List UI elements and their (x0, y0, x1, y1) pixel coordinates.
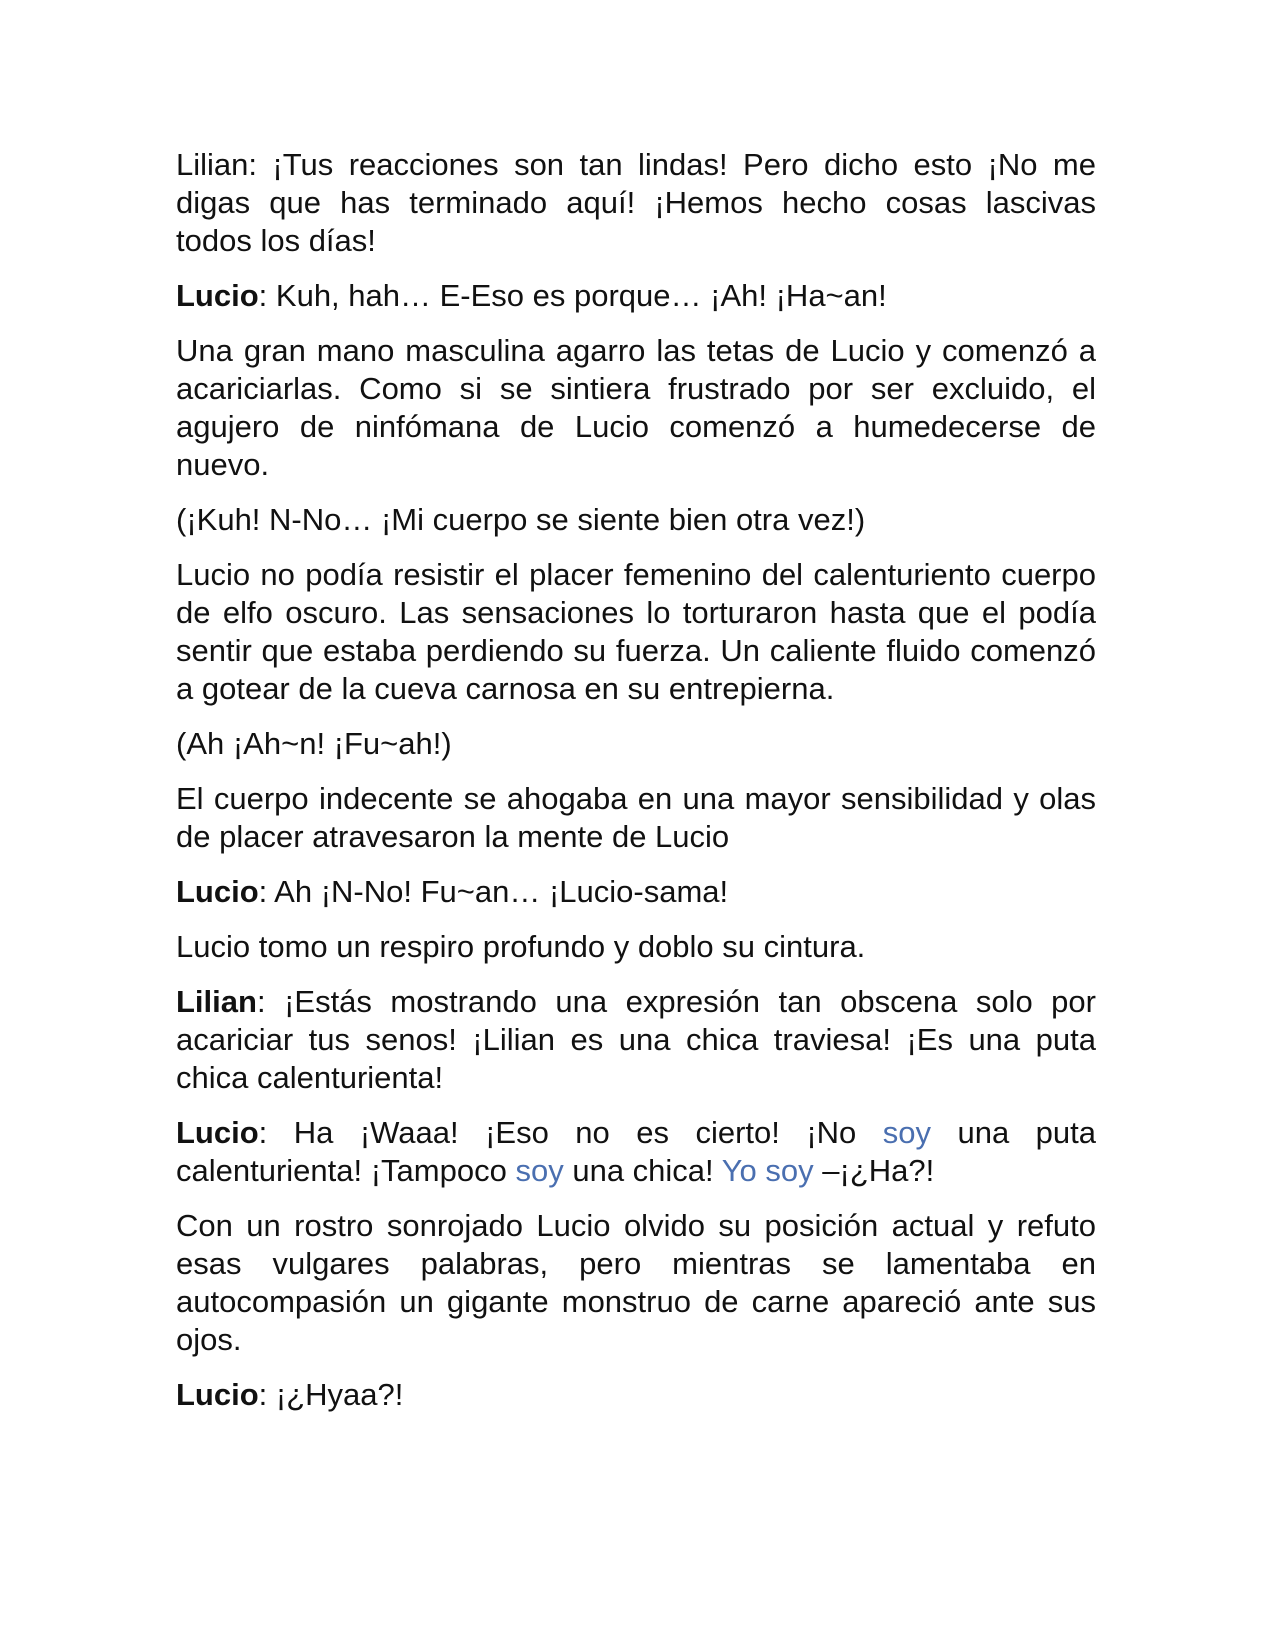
paragraph-text: Lilian: ¡Tus reacciones son tan lindas! Pero dicho esto ¡No me digas que has terminado aquí! ¡Hemos hecho cosas lascivas todos los días! (176, 147, 1096, 258)
dialogue-line (176, 983, 1096, 1097)
thought-line (176, 725, 1096, 763)
speaker-name: Lilian (176, 984, 257, 1019)
paragraph (176, 332, 1096, 484)
paragraph (176, 1207, 1096, 1359)
paragraph (176, 780, 1096, 856)
paragraph (176, 146, 1096, 260)
highlighted-word: soy (515, 1153, 564, 1188)
dialogue-line (176, 277, 1096, 315)
dialogue-text: : ¡¿Hyaa?! (258, 1377, 404, 1412)
dialogue-text: : Ah ¡N-No! Fu~an… ¡Lucio-sama! (258, 874, 729, 909)
speaker-name: Lucio (176, 1115, 259, 1150)
speaker-name: Lucio (176, 278, 259, 313)
paragraph-text: Lucio no podía resistir el placer femenino del calenturiento cuerpo de elfo oscuro. Las sensaciones lo torturaron hasta que el podía sentir que estaba perdiendo su fuerza. Un caliente fluido comenzó a gotear de la cueva carnosa en su entrepierna. (176, 557, 1096, 706)
paragraph (176, 556, 1096, 708)
speaker-name: Lucio (176, 874, 259, 909)
document-page (176, 146, 1096, 1431)
paragraph-text: Lucio tomo un respiro profundo y doblo su cintura. (176, 929, 866, 964)
dialogue-text: una puta calenturienta! ¡Tampoco (176, 1115, 1096, 1188)
paragraph-text: (¡Kuh! N-No… ¡Mi cuerpo se siente bien otra vez!) (176, 502, 866, 537)
paragraph-text: El cuerpo indecente se ahogaba en una mayor sensibilidad y olas de placer atravesaron la mente de Lucio (176, 781, 1096, 854)
speaker-name: Lucio (176, 1377, 259, 1412)
dialogue-text: : ¡Estás mostrando una expresión tan obscena solo por acariciar tus senos! ¡Lilian es una chica traviesa! ¡Es una puta chica calenturienta! (176, 984, 1096, 1095)
dialogue-line (176, 1114, 1096, 1190)
dialogue-text: –¡¿Ha?! (813, 1153, 935, 1188)
thought-line (176, 501, 1096, 539)
dialogue-text: : Ha ¡Waaa! ¡Eso no es cierto! ¡No (258, 1115, 883, 1150)
paragraph-text: (Ah ¡Ah~n! ¡Fu~ah!) (176, 726, 452, 761)
dialogue-text: : Kuh, hah… E-Eso es porque… ¡Ah! ¡Ha~an! (258, 278, 887, 313)
highlighted-word: Yo soy (721, 1153, 814, 1188)
paragraph-text: Con un rostro sonrojado Lucio olvido su posición actual y refuto esas vulgares palabras, pero mientras se lamentaba en autocompasión un gigante monstruo de carne apareció ante sus ojos. (176, 1208, 1096, 1357)
highlighted-word: soy (882, 1115, 931, 1150)
paragraph-text: Una gran mano masculina agarro las tetas de Lucio y comenzó a acariciarlas. Como si se sintiera frustrado por ser excluido, el agujero de ninfómana de Lucio comenzó a humedecerse de nuevo. (176, 333, 1096, 482)
dialogue-text: una chica! (563, 1153, 722, 1188)
dialogue-line (176, 1376, 1096, 1414)
dialogue-line (176, 873, 1096, 911)
paragraph (176, 928, 1096, 966)
